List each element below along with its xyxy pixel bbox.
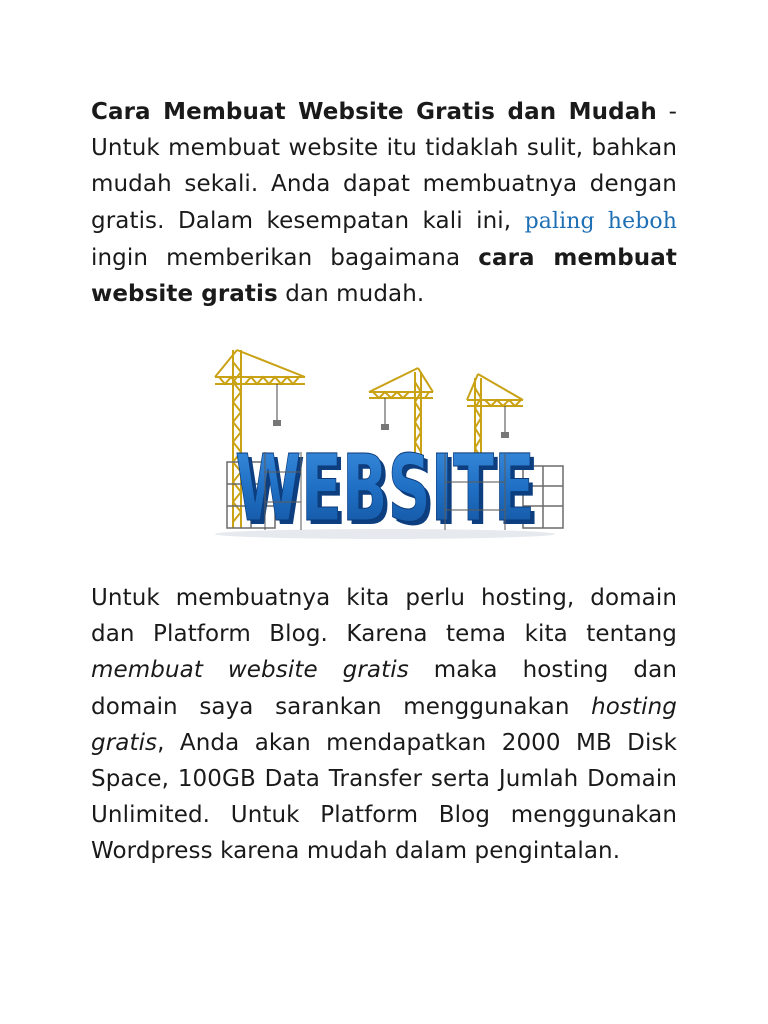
website-construction-illustration [205,342,565,542]
hosting-text-a: Untuk membuatnya kita perlu hosting, domain dan Platform Blog. Karena tema kita tentang [91,585,677,648]
intro-text-b: ingin memberikan bagaimana [91,244,479,271]
intro-text-a: Untuk membuat website itu tidaklah sulit, bahkan mudah sekali. Anda dapat membuatnya dengan gratis. Dalam kesempatan kali ini, [91,135,677,234]
intro-bold-phrase: cara membuat website gratis [91,244,677,308]
website-3d-text: WEBSITE [235,435,535,542]
hosting-italic-1: membuat website gratis [91,657,409,684]
article-title: Cara Membuat Website Gratis dan Mudah [91,99,657,125]
intro-paragraph [91,94,677,312]
hosting-text-b: maka hosting dan domain saya sarankan menggunakan [91,657,677,720]
hosting-paragraph [91,580,677,870]
hosting-italic-2: hosting gratis [91,693,677,756]
website-3d-shadow-text: WEBSITE [239,439,539,542]
hosting-text-c: , Anda akan mendapatkan 2000 MB Disk Space, 100GB Data Transfer serta Jumlah Domain Unlimited. Untuk Platform Blog menggunakan Wordpress karena mudah dalam pengintalan. [91,729,677,865]
intro-text-c: dan mudah. [277,281,425,308]
title-separator: - [656,99,678,125]
paling-heboh-link[interactable]: paling heboh [524,208,677,234]
